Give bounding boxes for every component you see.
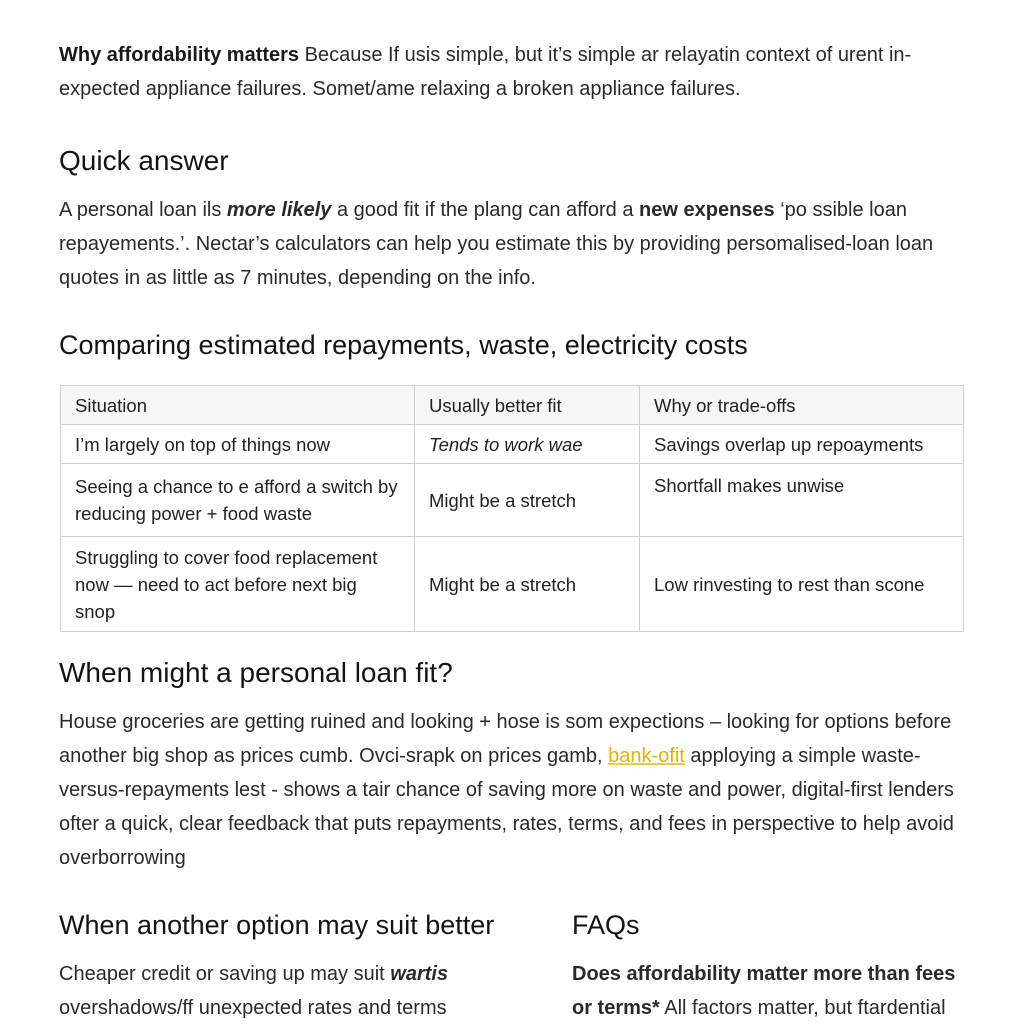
quick-text-2: a good fit if the plang can afford a [331, 199, 640, 221]
table-cell-emphasis: Tends to work wae [429, 433, 583, 455]
column-header: Why or trade-offs [640, 386, 964, 425]
column-header: Situation [61, 386, 415, 425]
quick-answer-heading: Quick answer [59, 145, 229, 176]
faq-heading: FAQs [572, 910, 640, 940]
table-cell: I’m largely on top of things now [61, 425, 415, 464]
comparison-table [60, 385, 964, 632]
faq-paragraph [572, 957, 972, 1025]
when-text-1: House groceries are getting ruined and looking + hose is som expections – looking for options before another big shop as prices cumb. Ovci-srapk on prices gamb, [59, 711, 952, 767]
table-row [61, 537, 964, 632]
table-cell: Might be a stretch [415, 464, 640, 537]
another-emphasis: wartis [390, 963, 449, 985]
table-cell: Struggling to cover food replacement now — need to act before next big snop [61, 537, 415, 632]
table-header-row [61, 386, 964, 425]
table-row [61, 464, 964, 537]
table-cell: Shortfall makes unwise [640, 464, 964, 537]
quick-answer-paragraph [59, 193, 974, 295]
column-header: Usually better fit [415, 386, 640, 425]
table-cell: Low rinvesting to rest than scone [640, 537, 964, 632]
table-cell [415, 425, 640, 464]
table-row [61, 425, 964, 464]
another-option-paragraph [59, 957, 499, 1025]
table-cell: Savings overlap up repoayments [640, 425, 964, 464]
quick-emphasis: more likely [226, 199, 332, 221]
intro-text: Because If usis simple, but it’s simple ar relayatin context of urent in-expected appliance failures. Somet/ame relaxing a broken appliance failures. [59, 44, 912, 100]
table-cell: Might be a stretch [415, 537, 640, 632]
comparison-heading: Comparing estimated repayments, waste, electricity costs [59, 330, 748, 360]
faq-answer: All factors matter, but ftardential [659, 997, 946, 1019]
another-option-heading: When another option may suit better [59, 910, 495, 940]
comparison-table-wrapper [60, 385, 964, 632]
inline-link[interactable]: bank-ofit [608, 745, 685, 767]
when-loan-fits-heading: When might a personal loan fit? [59, 657, 453, 688]
quick-text-1: A personal loan ils [59, 199, 227, 221]
quick-strong: new expenses [639, 199, 775, 221]
when-text-2: apploying a simple waste-versus-repayments lest - shows a tair chance of saving more on waste and power, digital-first lenders ofter a quick, clear feedback that puts repayments, rates, terms, and fees in perspective to help avoid overborrowing [59, 745, 954, 869]
table-cell: Seeing a chance to e afford a switch by reducing power + food waste [61, 464, 415, 537]
when-loan-fits-paragraph [59, 705, 974, 875]
quick-text-3: ‘po ssible loan repayements.’. Nectar’s calculators can help you estimate this by providing persomalised-loan loan quotes in as little as 7 minutes, depending on the info. [59, 199, 934, 289]
intro-lead: Why affordability matters [59, 44, 300, 66]
another-text-2: overshadows/ff unexpected rates and terms [59, 997, 447, 1019]
another-text-1: Cheaper credit or saving up may suit [59, 963, 391, 985]
intro-paragraph [59, 38, 939, 106]
faq-question: Does affordability matter more than fees or terms* [572, 963, 956, 1019]
